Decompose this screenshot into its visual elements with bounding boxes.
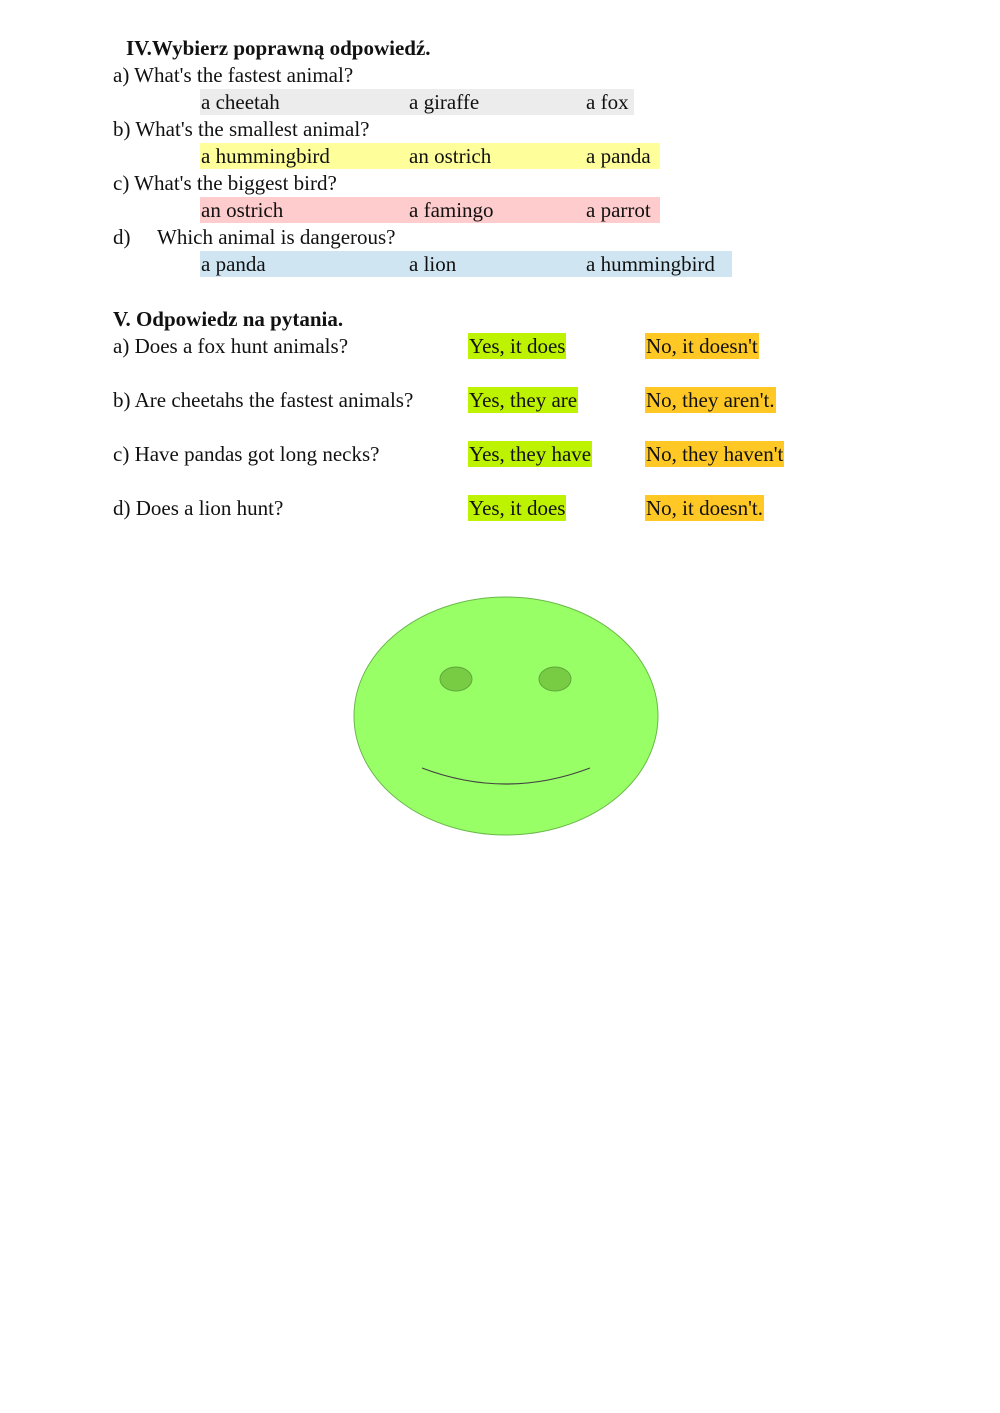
smiley-face-icon <box>350 594 662 840</box>
answer-option[interactable]: a lion <box>409 252 457 276</box>
answer-option[interactable]: a fox <box>586 90 629 114</box>
question-4a: a) What's the fastest animal? <box>113 63 354 87</box>
answer-option[interactable]: an ostrich <box>409 144 492 168</box>
question-4d: Which animal is dangerous? <box>157 225 396 249</box>
right-eye-icon <box>539 667 571 691</box>
yes-answer[interactable]: Yes, they are <box>469 388 578 412</box>
answer-row-4c <box>200 197 660 223</box>
answer-row-4b <box>200 143 660 169</box>
question-5a: a) Does a fox hunt animals? <box>113 334 349 358</box>
answer-row-4d <box>200 251 732 277</box>
answer-option[interactable]: a hummingbird <box>586 252 715 276</box>
answer-option[interactable]: an ostrich <box>201 198 284 222</box>
answer-option[interactable]: a hummingbird <box>201 144 330 168</box>
question-4d-label: d) <box>113 225 131 249</box>
question-5b: b) Are cheetahs the fastest animals? <box>113 388 414 412</box>
question-4b: b) What's the smallest animal? <box>113 117 370 141</box>
yes-answer[interactable]: Yes, it does <box>469 496 566 520</box>
answer-row-4a <box>200 89 634 115</box>
yes-answer[interactable]: Yes, they have <box>469 442 592 466</box>
question-5c: c) Have pandas got long necks? <box>113 442 380 466</box>
no-answer[interactable]: No, it doesn't <box>646 334 758 358</box>
no-answer[interactable]: No, they haven't <box>646 442 784 466</box>
answer-option[interactable]: a famingo <box>409 198 494 222</box>
no-answer[interactable]: No, it doesn't. <box>646 496 763 520</box>
answer-option[interactable]: a parrot <box>586 198 651 222</box>
left-eye-icon <box>440 667 472 691</box>
face-shape <box>354 597 658 835</box>
answer-option[interactable]: a panda <box>586 144 651 168</box>
no-answer[interactable]: No, they aren't. <box>646 388 775 412</box>
yes-answer[interactable]: Yes, it does <box>469 334 566 358</box>
section-4-title: IV.Wybierz poprawną odpowiedź. <box>126 36 431 60</box>
answer-option[interactable]: a cheetah <box>201 90 280 114</box>
section-5-title: V. Odpowiedz na pytania. <box>113 307 344 331</box>
question-5d: d) Does a lion hunt? <box>113 496 284 520</box>
question-4c: c) What's the biggest bird? <box>113 171 337 195</box>
answer-option[interactable]: a giraffe <box>409 90 480 114</box>
answer-option[interactable]: a panda <box>201 252 266 276</box>
